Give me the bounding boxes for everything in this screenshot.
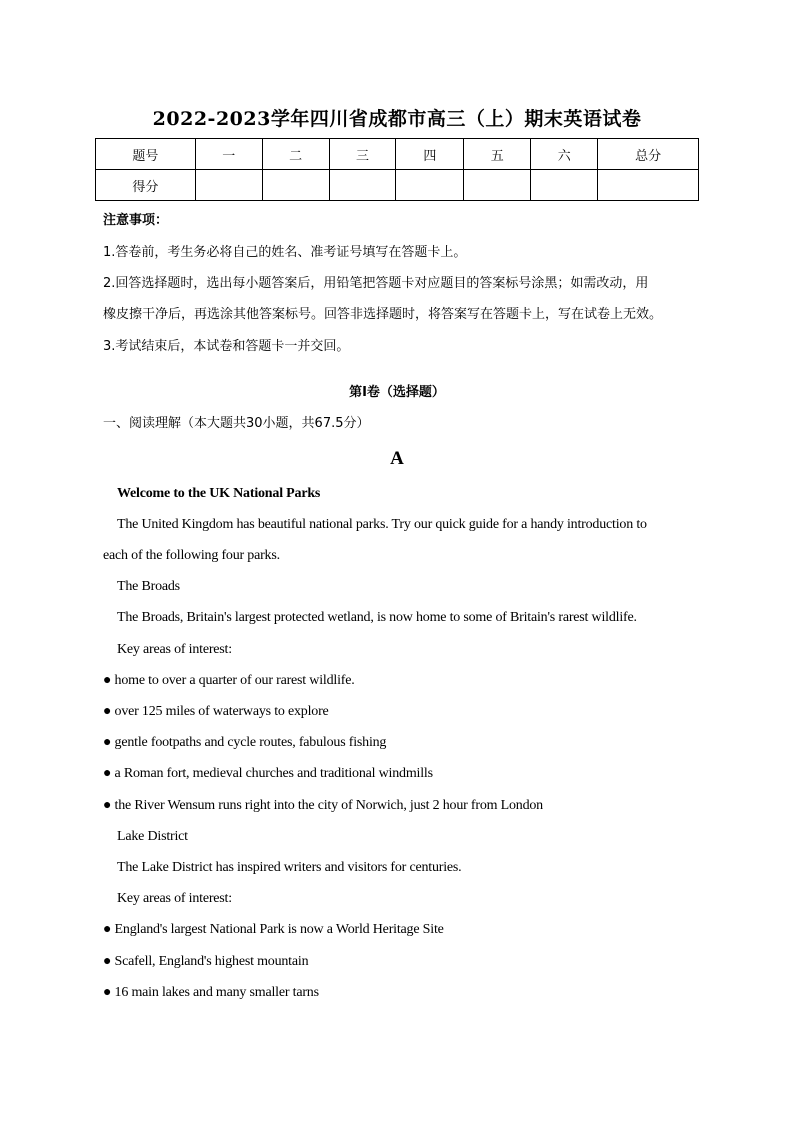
passage-intro-line-1: The United Kingdom has beautiful national parks. Try our quick guide for a handy introduction to	[117, 517, 647, 532]
exam-title: 2022-2023学年四川省成都市高三（上）期末英语试卷	[152, 108, 642, 130]
score-cell	[329, 170, 396, 201]
table-cell: 三	[329, 139, 396, 170]
table-cell: 一	[195, 139, 262, 170]
score-cell	[531, 170, 598, 201]
key-areas-label: Key areas of interest:	[117, 642, 232, 657]
score-cell	[262, 170, 329, 201]
table-cell: 二	[262, 139, 329, 170]
score-table	[95, 138, 699, 201]
notice-item-2-line-1: 2.回答选择题时，选出每小题答案后，用铅笔把答题卡对应题目的答案标号涂黑；如需改动，用	[103, 276, 649, 291]
score-table-header-row	[96, 139, 699, 170]
notice-item-2-line-2: 橡皮擦干净后，再选涂其他答案标号。回答非选择题时，将答案写在答题卡上，写在试卷上无效。	[103, 307, 663, 322]
passage-intro-line-2: each of the following four parks.	[103, 548, 280, 563]
score-table-score-row	[96, 170, 699, 201]
table-cell: 五	[464, 139, 531, 170]
park-desc-broads: The Broads, Britain's largest protected wetland, is now home to some of Britain's rarest wildlife.	[117, 610, 637, 625]
park-name-lake-district: Lake District	[117, 829, 188, 844]
list-item: ● Scafell, England's highest mountain	[103, 954, 309, 969]
park-name-broads: The Broads	[117, 579, 180, 594]
passage-letter: A	[390, 448, 404, 469]
list-item: ● gentle footpaths and cycle routes, fabulous fishing	[103, 735, 387, 750]
table-cell: 四	[396, 139, 464, 170]
table-cell: 总分	[598, 139, 699, 170]
score-cell	[598, 170, 699, 201]
table-cell: 得分	[96, 170, 196, 201]
park-desc-lake-district: The Lake District has inspired writers and visitors for centuries.	[117, 860, 462, 875]
part-title: 一、阅读理解（本大题共30小题，共67.5分）	[103, 416, 370, 431]
volume-title: 第I卷（选择题）	[349, 385, 445, 400]
key-areas-label: Key areas of interest:	[117, 891, 232, 906]
table-cell: 题号	[96, 139, 196, 170]
notice-heading: 注意事项：	[103, 213, 169, 228]
table-cell: 六	[531, 139, 598, 170]
score-cell	[396, 170, 464, 201]
list-item: ● 16 main lakes and many smaller tarns	[103, 985, 319, 1000]
list-item: ● England's largest National Park is now a World Heritage Site	[103, 922, 444, 937]
passage-heading: Welcome to the UK National Parks	[117, 486, 321, 501]
notice-item-1: 1.答卷前，考生务必将自己的姓名、准考证号填写在答题卡上。	[103, 245, 467, 260]
score-cell	[195, 170, 262, 201]
notice-item-3: 3.考试结束后，本试卷和答题卡一并交回。	[103, 339, 350, 354]
list-item: ● the River Wensum runs right into the city of Norwich, just 2 hour from London	[103, 798, 543, 813]
score-cell	[464, 170, 531, 201]
list-item: ● over 125 miles of waterways to explore	[103, 704, 329, 719]
list-item: ● home to over a quarter of our rarest wildlife.	[103, 673, 355, 688]
list-item: ● a Roman fort, medieval churches and traditional windmills	[103, 766, 433, 781]
